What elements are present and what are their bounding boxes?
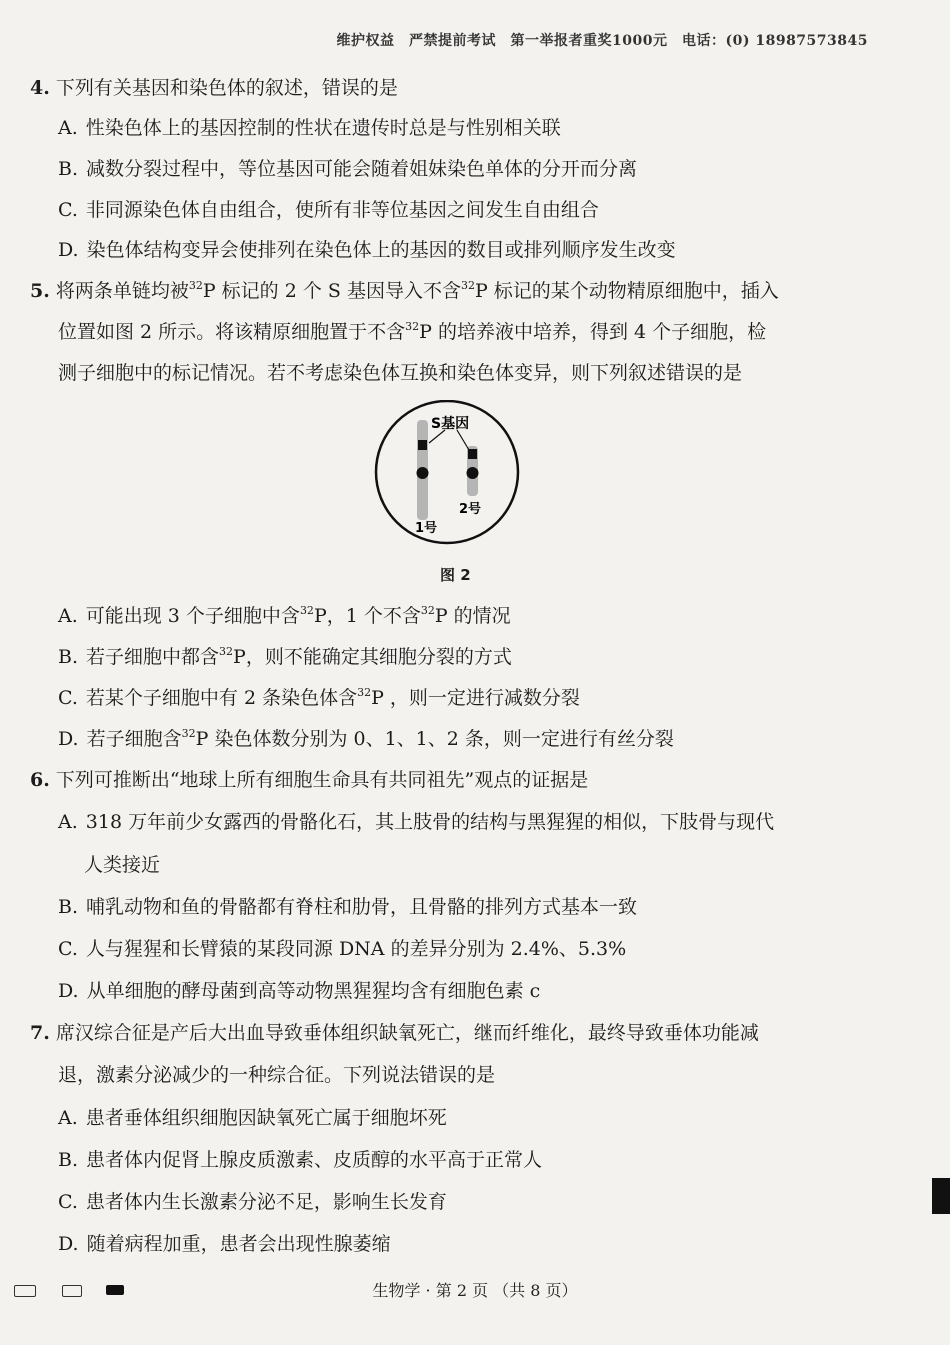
question-number: 4. — [30, 77, 50, 99]
question-7-stem-line1: 7. 席汉综合征是产后大出血导致垂体组织缺氧死亡，继而纤维化，最终导致垂体功能减 — [30, 1022, 759, 1044]
q7-option-c: C. 患者体内生长激素分泌不足，影响生长发育 — [58, 1191, 447, 1213]
q4-option-c: C. 非同源染色体自由组合，使所有非等位基因之间发生自由组合 — [58, 199, 599, 221]
q6-option-a-line2: 人类接近 — [84, 854, 161, 876]
q6-option-c: C. 人与猩猩和长臂猿的某段同源 DNA 的差异分别为 2.4%、5.3% — [58, 938, 627, 960]
chromosome-1-label: 1号 — [415, 521, 438, 536]
q6-option-d: D. 从单细胞的酵母菌到高等动物黑猩猩均含有细胞色素 c — [58, 980, 541, 1002]
question-number: 6. — [30, 769, 50, 791]
cell-chromosome-figure — [373, 400, 523, 545]
centromere-2 — [467, 467, 479, 479]
centromere-1 — [417, 467, 429, 479]
s-gene-label: S基因 — [431, 416, 470, 432]
q7-option-d: D. 随着病程加重，患者会出现性腺萎缩 — [58, 1233, 391, 1255]
q5-option-c: C. 若某个子细胞中有 2 条染色体含$^{32}$P ，则一定进行减数分裂 — [58, 686, 580, 709]
page-header-notice: 维护权益 严禁提前考试 第一举报者重奖1000元 电话：(0) 18987573845 — [336, 33, 868, 49]
q5-option-d: D. 若子细胞含$^{32}$P 染色体数分别为 0、1、1、2 条，则一定进行有丝分裂 — [58, 727, 674, 750]
chromosome-2-label: 2号 — [459, 502, 482, 517]
page-footer: 生物学 · 第 2 页 （共 8 页） — [372, 1281, 578, 1300]
q4-option-b: B. 减数分裂过程中，等位基因可能会随着姐妹染色单体的分开而分离 — [58, 158, 638, 180]
s-gene-marker-1 — [418, 440, 427, 450]
question-7-stem-line2: 退，激素分泌减少的一种综合征。下列说法错误的是 — [58, 1064, 496, 1086]
q5-option-b: B. 若子细胞中都含$^{32}$P，则不能确定其细胞分裂的方式 — [58, 645, 512, 668]
question-5-stem-line3: 测子细胞中的标记情况。若不考虑染色体互换和染色体变异，则下列叙述错误的是 — [58, 362, 743, 384]
s-gene-marker-2 — [468, 449, 477, 459]
q7-option-a: A. 患者垂体组织细胞因缺氧死亡属于细胞坏死 — [58, 1107, 447, 1129]
q4-option-d: D. 染色体结构变异会使排列在染色体上的基因的数目或排列顺序发生改变 — [58, 239, 676, 261]
question-number: 7. — [30, 1022, 50, 1044]
q6-option-a-line1: A. 318 万年前少女露西的骨骼化石，其上肢骨的结构与黑猩猩的相似，下肢骨与现代 — [58, 811, 775, 833]
q5-option-a: A. 可能出现 3 个子细胞中含$^{32}$P，1 个不含$^{32}$P 的情况 — [58, 604, 511, 627]
question-4-stem: 4. 下列有关基因和染色体的叙述，错误的是 — [30, 77, 398, 99]
figure-caption: 图 2 — [440, 566, 471, 584]
question-5-stem-line1: 5. 将两条单链均被$^{32}$P 标记的 2 个 S 基因导入不含$^{32}$P 标记的某个动物精原细胞中，插入 — [30, 279, 779, 302]
q6-option-b: B. 哺乳动物和鱼的骨骼都有脊柱和肋骨，且骨骼的排列方式基本一致 — [58, 896, 638, 918]
registration-mark — [932, 1178, 950, 1214]
q4-option-a: A. 性染色体上的基因控制的性状在遗传时总是与性别相关联 — [58, 117, 561, 139]
q7-option-b: B. 患者体内促肾上腺皮质激素、皮质醇的水平高于正常人 — [58, 1149, 543, 1171]
question-number: 5. — [30, 280, 50, 302]
question-6-stem: 6. 下列可推断出“地球上所有细胞生命具有共同祖先”观点的证据是 — [30, 769, 589, 791]
question-5-stem-line2: 位置如图 2 所示。将该精原细胞置于不含$^{32}$P 的培养液中培养，得到 4 个子细胞，检 — [58, 320, 767, 343]
